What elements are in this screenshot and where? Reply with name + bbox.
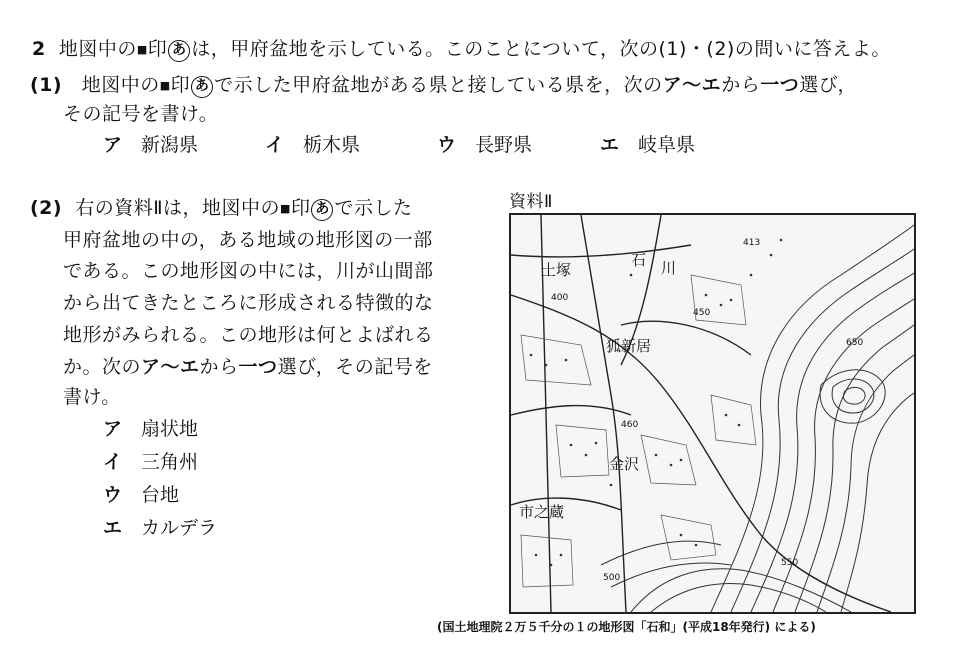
option-e: エ カルデラ	[103, 517, 218, 539]
question-2-heading: 2 地図中の■印 あ は，甲府盆地を示している。このことについて，次の(1)・(2)の問いに答えよ。	[32, 38, 891, 60]
circle-a-mark: あ	[311, 199, 333, 221]
svg-text:550: 550	[781, 558, 799, 568]
subquestion-2-line5: 地形がみられる。この地形は何とよばれる	[63, 324, 434, 346]
topographic-map-svg	[511, 215, 914, 612]
place-ichinokura: 市之蔵	[519, 503, 565, 521]
svg-text:650: 650	[846, 338, 864, 348]
option-u: ウ 長野県	[437, 134, 533, 156]
option-e: エ 岐阜県	[600, 134, 696, 156]
place-kitsune-arai: 狐新居	[606, 337, 652, 355]
subquestion-2-number: (2)	[30, 197, 63, 219]
svg-text:460: 460	[621, 420, 639, 430]
option-a: ア 扇状地	[103, 418, 199, 440]
subquestion-2-line4: から出てきたところに形成される特徴的な	[63, 292, 434, 314]
place-kanazawa: 金沢	[609, 455, 640, 473]
subquestion-2-line7: 書け。	[63, 386, 121, 408]
subquestion-2-line6: か。次のア〜エから一つ選び，その記号を	[63, 356, 433, 378]
place-tsuchizuka: 土塚	[541, 261, 572, 279]
option-a: ア 新潟県	[103, 134, 199, 156]
map-caption: (国土地理院２万５千分の１の地形図「石和」(平成18年発行) による)	[437, 620, 816, 634]
svg-text:450: 450	[693, 308, 711, 318]
subquestion-1-line2: その記号を書け。	[63, 103, 219, 125]
subquestion-1-number: (1)	[30, 74, 63, 96]
subquestion-2-line3: である。この地形図の中には，川が山間部	[63, 260, 434, 282]
subquestion-2-line1: (2) 右の資料Ⅱは，地図中の■印 あ で示した	[30, 197, 413, 219]
question-number: 2	[32, 38, 46, 60]
svg-text:413: 413	[743, 238, 761, 248]
option-u: ウ 台地	[103, 484, 180, 506]
square-marker-icon: ■	[159, 79, 171, 92]
map-label-ishi: 石	[631, 251, 647, 269]
subquestion-1-line1: (1) 地図中の■印 あ で示した甲府盆地がある県と接している県を，次のア〜エから一つ選び，	[30, 74, 857, 96]
topographic-map	[509, 213, 916, 614]
option-i: イ 三角州	[103, 451, 199, 473]
circle-a-mark: あ	[191, 76, 213, 98]
subquestion-2-line2: 甲府盆地の中の，ある地域の地形図の一部	[63, 229, 433, 251]
svg-text:400: 400	[551, 293, 569, 303]
circle-a-mark: あ	[168, 40, 190, 62]
square-marker-icon: ■	[280, 202, 291, 215]
map-label: 資料Ⅱ	[509, 192, 553, 212]
option-i: イ 栃木県	[265, 134, 361, 156]
svg-text:500: 500	[603, 573, 621, 583]
map-label-kawa: 川	[661, 259, 677, 277]
square-marker-icon: ■	[136, 43, 148, 56]
